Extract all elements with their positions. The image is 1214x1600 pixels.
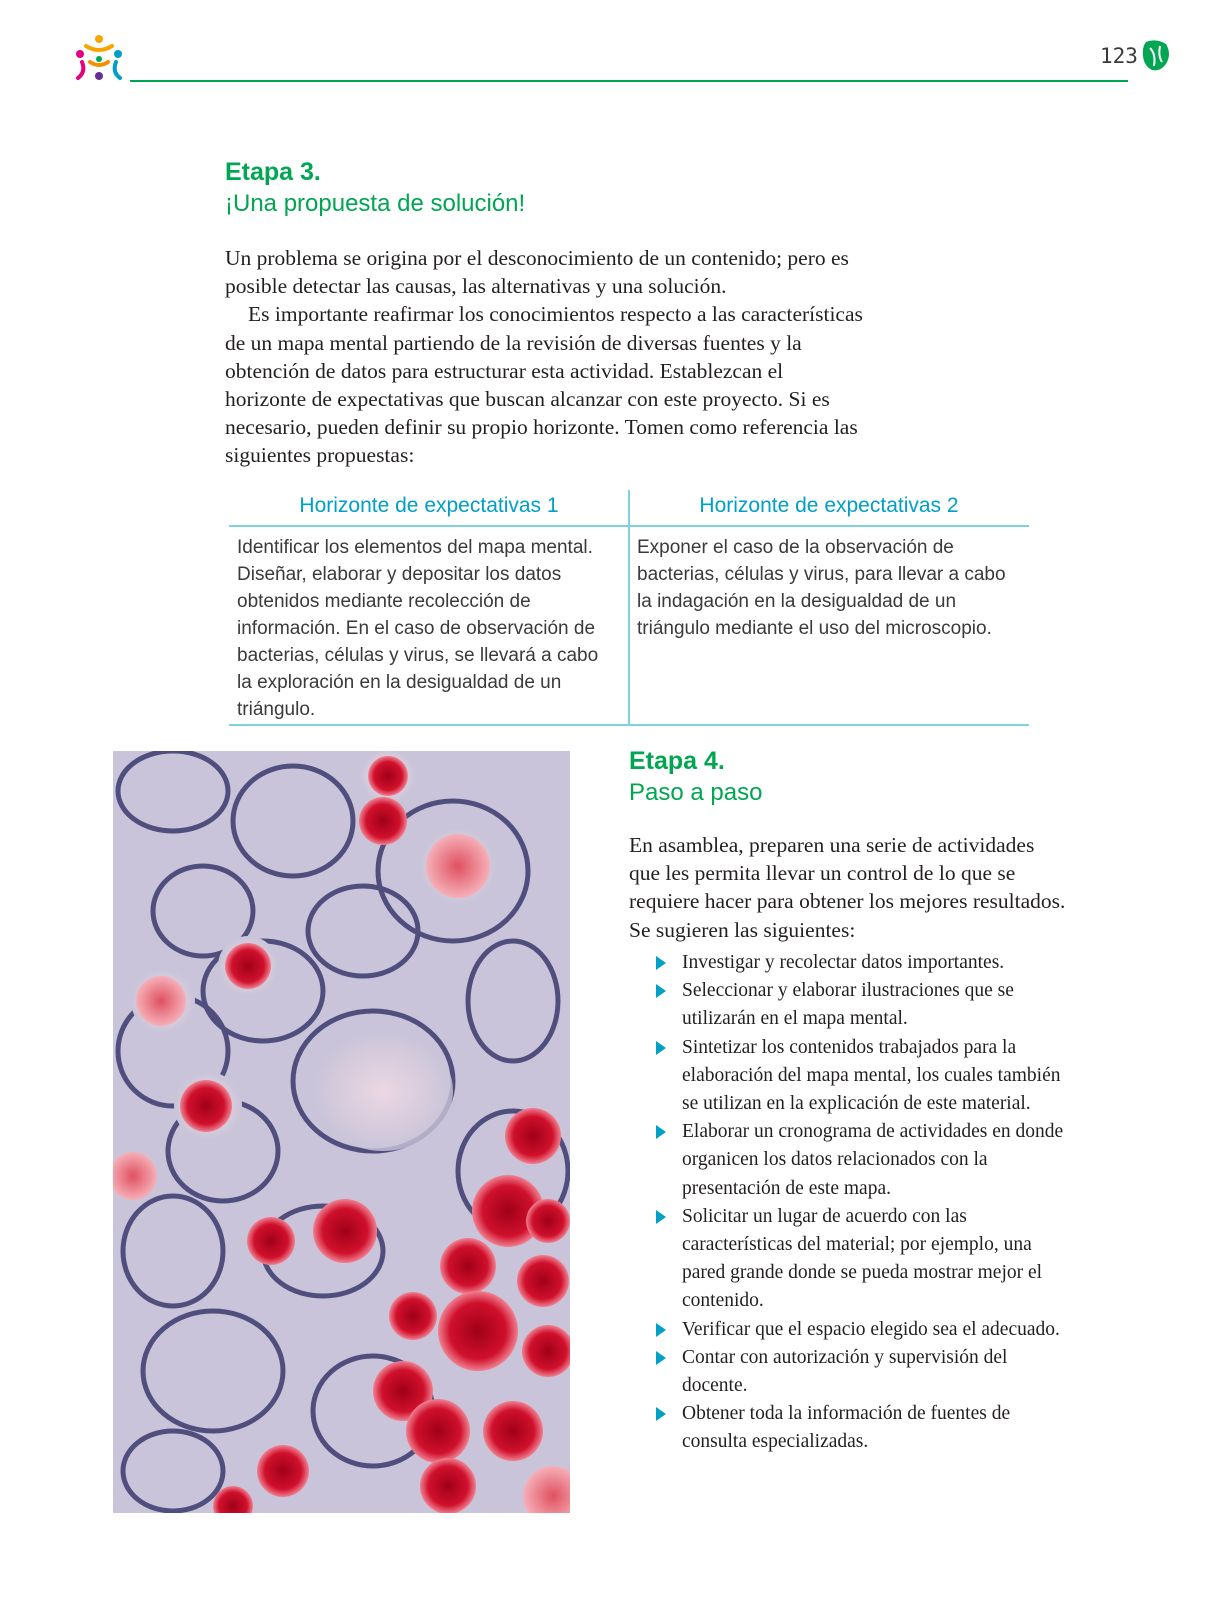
- list-item: [652, 1344, 1072, 1400]
- stage3-paragraph-1: Un problema se origina por el desconocimiento de un contenido; pero es posible detectar las causas, las alternativas y una solución.: [225, 246, 849, 299]
- step-text: Obtener toda la información de fuentes de consulta especializadas.: [682, 1403, 1011, 1453]
- list-item: [652, 1118, 1072, 1203]
- bullet-triangle-icon: [656, 1210, 666, 1224]
- people-circle-logo-icon: [72, 32, 126, 84]
- list-item: [652, 1203, 1072, 1316]
- step-text: Seleccionar y elaborar ilustraciones que se utilizarán en el mapa mental.: [682, 980, 1014, 1030]
- virus-micrograph-image: [113, 751, 570, 1513]
- step-text: Verificar que el espacio elegido sea el adecuado.: [682, 1318, 1060, 1340]
- stage3-paragraph-2: Es importante reafirmar los conocimientos respecto a las características de un mapa mental partiendo de la revisión de diversas fuentes y la obtención de datos para estructurar esta actividad. Establezcan el horizonte de expectativas que buscan alcanzar con este proyecto. Si es necesario, pueden definir su propio horizonte. Tomen como referencia las siguientes propuestas:: [225, 302, 863, 468]
- bullet-triangle-icon: [656, 956, 666, 970]
- step-text: Elaborar un cronograma de actividades en donde organicen los datos relacionados con la presentación de este mapa.: [682, 1121, 1064, 1199]
- step-text: Sintetizar los contenidos trabajados para la elaboración del mapa mental, los cuales también se utilizan en la explicación de este material.: [682, 1036, 1061, 1115]
- bullet-triangle-icon: [656, 1351, 666, 1365]
- stage3-subtitle: ¡Una propuesta de solución!: [225, 190, 526, 217]
- stage4-step-list: [652, 949, 1072, 1457]
- bullet-triangle-icon: [656, 1125, 666, 1139]
- list-item: [652, 1034, 1072, 1119]
- list-item: [652, 977, 1072, 1033]
- list-item: [652, 949, 1072, 977]
- stage4-subtitle: Paso a paso: [629, 779, 763, 806]
- expectations-text-2: Exponer el caso de la observación de bacterias, células y virus, para llevar a cabo la indagación en la desigualdad de un triángulo mediante el uso del microscopio.: [637, 537, 1006, 639]
- expectations-table: [229, 490, 1029, 726]
- stage3-body: [225, 244, 865, 470]
- bullet-triangle-icon: [656, 1407, 666, 1421]
- stage4-heading: [629, 745, 762, 809]
- bullet-triangle-icon: [656, 1323, 666, 1337]
- expectations-heading-2: Horizonte de expectativas 2: [699, 494, 959, 517]
- bullet-triangle-icon: [656, 1041, 666, 1055]
- green-leaf-icon: [1140, 38, 1172, 74]
- page-header: [0, 0, 1214, 100]
- header-rule: [130, 80, 1128, 82]
- step-text: Solicitar un lugar de acuerdo con las características del material; por ejemplo, una pared grande donde se pueda mostrar mejor el contenido.: [682, 1205, 1043, 1312]
- table-bottom-rule: [229, 724, 1029, 726]
- stage3-title: Etapa 3.: [225, 158, 321, 186]
- page-number: 123: [1100, 44, 1138, 68]
- bullet-triangle-icon: [656, 984, 666, 998]
- expectations-text-1: Identificar los elementos del mapa mental. Diseñar, elaborar y depositar los datos obtenidos mediante recolección de información. En el caso de observación de bacterias, células y virus, se llevará a cabo la exploración en la desigualdad de un triángulo.: [237, 537, 599, 720]
- stage4-title: Etapa 4.: [629, 747, 725, 775]
- list-item: [652, 1400, 1072, 1456]
- stage4-intro: En asamblea, preparen una serie de actividades que les permita llevar un control de lo que se requiere hacer para obtener los mejores resultados. Se sugieren las siguientes:: [629, 833, 1066, 942]
- table-header-rule: [229, 525, 1029, 527]
- step-text: Contar con autorización y supervisión del docente.: [682, 1346, 1008, 1397]
- step-text: Investigar y recolectar datos importantes.: [682, 952, 1005, 973]
- stage3-heading: [225, 156, 525, 220]
- list-item: [652, 1316, 1072, 1344]
- expectations-heading-1: Horizonte de expectativas 1: [299, 494, 559, 517]
